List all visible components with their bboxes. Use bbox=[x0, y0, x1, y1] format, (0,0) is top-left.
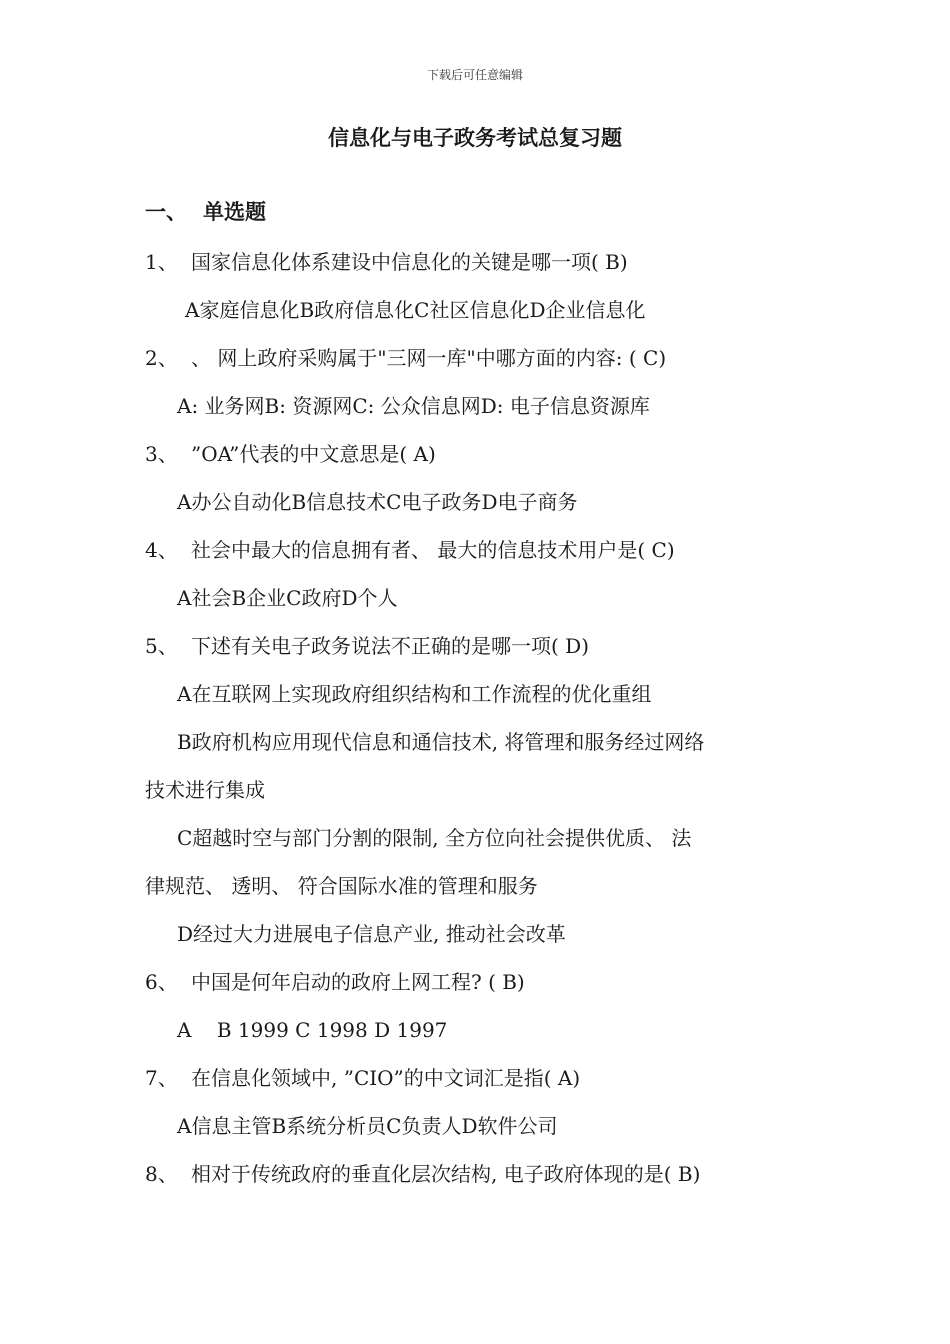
question-number: 3、 bbox=[145, 442, 178, 466]
question-5-option-b-cont: 技术进行集成 bbox=[145, 778, 265, 802]
question-number: 4、 bbox=[145, 538, 178, 562]
question-text: 相对于传统政府的垂直化层次结构, 电子政府体现的是( B) bbox=[191, 1162, 701, 1186]
question-text: 国家信息化体系建设中信息化的关键是哪一项( B) bbox=[191, 250, 628, 274]
question-6-options: A B 1999 C 1998 D 1997 bbox=[177, 1018, 448, 1042]
question-5-option-b: B政府机构应用现代信息和通信技术, 将管理和服务经过网络 bbox=[177, 730, 705, 754]
question-5-option-a: A在互联网上实现政府组织结构和工作流程的优化重组 bbox=[177, 682, 652, 706]
question-5 bbox=[145, 622, 805, 670]
question-4-options: A社会B企业C政府D个人 bbox=[177, 586, 398, 610]
question-8 bbox=[145, 1150, 805, 1198]
question-list bbox=[145, 190, 805, 1198]
question-6 bbox=[145, 958, 805, 1006]
question-2-options: A: 业务网B: 资源网C: 公众信息网D: 电子信息资源库 bbox=[177, 394, 650, 418]
question-number: 6、 bbox=[145, 970, 178, 994]
question-text: 社会中最大的信息拥有者、 最大的信息技术用户是( C) bbox=[191, 538, 675, 562]
section-label: 单选题 bbox=[203, 199, 266, 224]
question-text: 下述有关电子政务说法不正确的是哪一项( D) bbox=[191, 634, 589, 658]
question-number: 2、 bbox=[145, 346, 178, 370]
question-number: 5、 bbox=[145, 634, 178, 658]
document-title: 信息化与电子政务考试总复习题 bbox=[328, 125, 622, 150]
question-5-option-c: C超越时空与部门分割的限制, 全方位向社会提供优质、 法 bbox=[177, 826, 692, 850]
question-text: ”OA”代表的中文意思是( A) bbox=[191, 442, 436, 466]
question-5-option-c-cont: 律规范、 透明、 符合国际水准的管理和服务 bbox=[145, 874, 538, 898]
header-note: 下载后可任意编辑 bbox=[426, 68, 523, 82]
question-text: 、 网上政府采购属于"三网一库"中哪方面的内容: ( C) bbox=[191, 346, 667, 370]
question-5-option-d: D经过大力进展电子信息产业, 推动社会改革 bbox=[177, 922, 566, 946]
question-1 bbox=[145, 238, 805, 286]
question-2 bbox=[145, 334, 805, 382]
section-number: 一、 bbox=[145, 199, 187, 224]
question-number: 7、 bbox=[145, 1066, 178, 1090]
question-text: 在信息化领域中, ”CIO”的中文词汇是指( A) bbox=[191, 1066, 581, 1090]
question-number: 8、 bbox=[145, 1162, 178, 1186]
question-1-options: A家庭信息化B政府信息化C社区信息化D企业信息化 bbox=[185, 298, 646, 322]
question-7-options: A信息主管B系统分析员C负责人D软件公司 bbox=[177, 1114, 558, 1138]
question-7 bbox=[145, 1054, 805, 1102]
question-3 bbox=[145, 430, 805, 478]
question-text: 中国是何年启动的政府上网工程? ( B) bbox=[191, 970, 525, 994]
section-heading bbox=[145, 190, 805, 234]
question-number: 1、 bbox=[145, 250, 178, 274]
question-3-options: A办公自动化B信息技术C电子政务D电子商务 bbox=[177, 490, 578, 514]
question-4 bbox=[145, 526, 805, 574]
